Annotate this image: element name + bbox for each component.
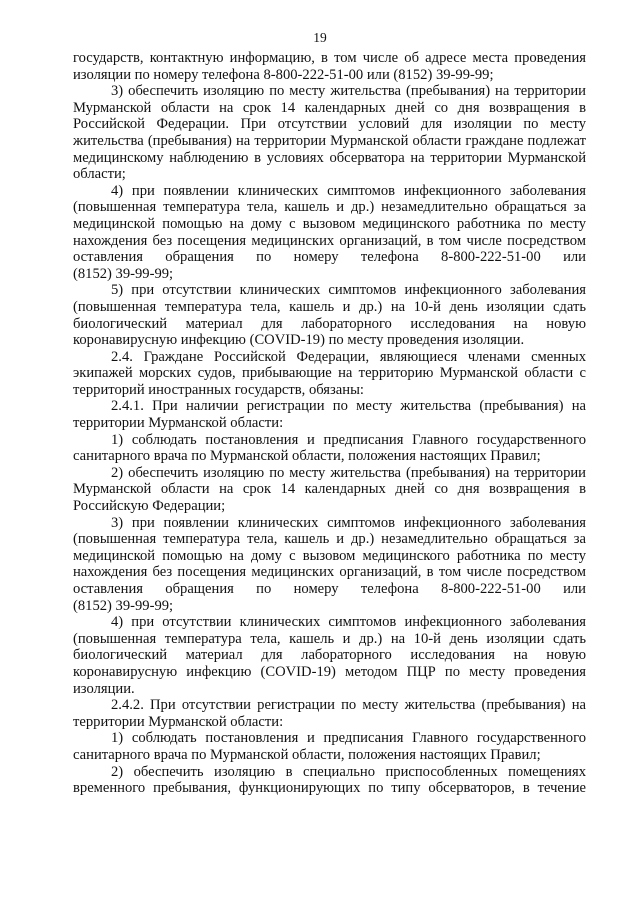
paragraph-item-4-symptoms: 4) при появлении клинических симптомов инфекционного заболевания (повышенная температура тела, кашель и др.) незамедлительно обращаться за медицинской помощью на дому с вызовом медицинского работника по месту нахождения без посещения медицинских организаций, в том числе посредством оставления обращения по номеру телефона 8-800-222-51-00 или <box>73 182 586 266</box>
paragraph-item-3-isolation: 3) обеспечить изоляцию по месту жительства (пребывания) на территории Мурманской области на срок 14 календарных дней со дня возвращения в Российской Федерации. При отсутствии условий для изоляции по месту жительства (пребывания) на территории Мурманской области граждане подлежат медицинскому наблюдению в условиях обсерватора на территории Мурманской области; <box>73 83 586 183</box>
paragraph-section-2-4-1: 2.4.1. При наличии регистрации по месту жительства (пребывания) на территории Мурманской области: <box>73 398 586 432</box>
document-body <box>73 50 586 797</box>
paragraph-section-2-4-2: 2.4.2. При отсутствии регистрации по месту жительства (пребывания) на территории Мурманской области: <box>73 697 586 730</box>
paragraph-contact-info: государств, контактную информацию, в том числе об адресе места проведения изоляции по номеру телефона 8-800-222-51-00 или (8152) 39-99-99; <box>73 50 586 83</box>
paragraph-section-2-4: 2.4. Граждане Российской Федерации, являющиеся членами сменных экипажей морских судов, прибывающие на территорию Мурманской области с территорий иностранных государств, обязаны: <box>73 348 586 398</box>
paragraph-phone-continuation: (8152) 39-99-99; <box>73 265 174 282</box>
paragraph-phone-continuation-2: (8152) 39-99-99; <box>73 597 174 614</box>
paragraph-2-4-2-item-1: 1) соблюдать постановления и предписания Главного государственного санитарного врача по Мурманской области, положения настоящих Правил; <box>73 730 586 763</box>
paragraph-2-4-1-item-2: 2) обеспечить изоляцию по месту жительства (пребывания) на территории Мурманской области на срок 14 календарных дней со дня возвращения в Российскую Федерации; <box>73 464 586 515</box>
paragraph-2-4-1-item-3: 3) при появлении клинических симптомов инфекционного заболевания (повышенная температура тела, кашель и др.) незамедлительно обращаться за медицинской помощью на дому с вызовом медицинского работника по месту нахождения без посещения медицинских организаций, в том числе посредством оставления обращения по номеру телефона 8-800-222-51-00 или <box>73 514 586 597</box>
page-number: 19 <box>313 30 327 45</box>
paragraph-2-4-1-item-1: 1) соблюдать постановления и предписания Главного государственного санитарного врача по Мурманской области, положения настоящих Правил; <box>73 431 586 465</box>
paragraph-item-5-test: 5) при отсутствии клинических симптомов инфекционного заболевания (повышенная температура тела, кашель и др.) на 10-й день изоляции сдать биологический материал для лабораторного исследования на новую коронавирусную инфекцию (COVID-19) по месту проведения изоляции. <box>73 282 586 349</box>
paragraph-2-4-2-item-2: 2) обеспечить изоляцию в специально приспособленных помещениях временного пребывания, функционирующих по типу обсерваторов, в течение <box>73 763 586 797</box>
paragraph-2-4-1-item-4: 4) при отсутствии клинических симптомов инфекционного заболевания (повышенная температура тела, кашель и др.) на 10-й день изоляции сдать биологический материал для лабораторного исследования на новую коронавирусную инфекцию (COVID-19) методом ПЦР по месту проведения изоляции. <box>73 614 586 697</box>
